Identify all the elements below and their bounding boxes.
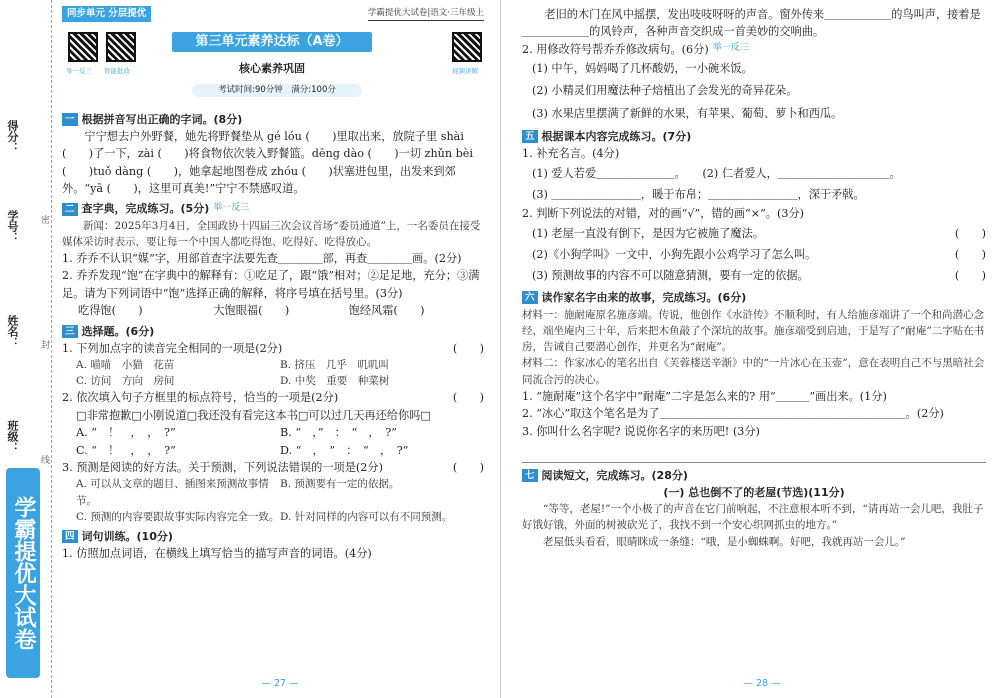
question: 3. 你叫什么名字呢? 说说你名字的来历吧! (3分) xyxy=(522,424,760,438)
question: 3. 预测是阅读的好方法。关于预测，下列说法错误的一项是(2分) xyxy=(62,460,383,474)
practice-link[interactable]: 举一反三 xyxy=(712,43,749,54)
qr-label: 智能批改 xyxy=(104,67,130,75)
section-number: 二 xyxy=(62,203,78,216)
sentence-list xyxy=(522,58,986,125)
section-7-header xyxy=(522,467,986,484)
reading-subtitle: (一) 总也倒不了的老屋(节选)(11分) xyxy=(663,485,845,499)
section-number: 四 xyxy=(62,530,78,543)
section-1-header xyxy=(62,111,484,128)
judge-item: (2)《小狗学叫》一文中，小狗先跟小公鸡学习了怎么叫。 xyxy=(532,247,817,261)
page-divider xyxy=(500,0,501,698)
news-passage: 新闻：2025年3月4日，全国政协十四届三次会议首场“委员通道”上，一名委员在接受媒体采访时表示，要让每一个中国人都吃得饱、吃得好、吃得放心。 xyxy=(62,219,481,248)
word-item: 吃得饱( ) xyxy=(78,304,143,318)
question: 2. 判断下列说法的对错，对的画“√”，错的画“×”。(3分) xyxy=(522,207,805,221)
question: 2. 乔乔发现“饱”在字典中的解释有：①吃足了，跟“饿”相对；②足足地，充分；③满足。请为下列词语中“饱”选择正确的解释，将序号填在括号里。(3分) xyxy=(62,269,480,300)
option: B. 挤压 几乎 叽叽叫 xyxy=(280,358,389,371)
question: 2. 依次填入句子方框里的标点符号，恰当的一项是(2分) xyxy=(62,391,339,405)
option: D. 针对同样的内容可以有不同预测。 xyxy=(280,510,453,523)
exam-meta: 考试时间:90分钟 满分:100分 xyxy=(192,84,362,97)
exam-subtitle: 核心素养巩固 xyxy=(239,62,305,75)
left-page xyxy=(56,0,492,698)
section-title: 读作家名字由来的故事，完成练习。(6分) xyxy=(541,291,747,305)
qr-label: 举一反三 xyxy=(66,67,92,75)
question: 1. 下列加点字的读音完全相同的一项是(2分) xyxy=(62,341,283,355)
seal-mark-feng: 封 xyxy=(39,340,49,349)
answer-paren: ( ) xyxy=(452,460,484,474)
section-title: 阅读短文，完成练习。(28分) xyxy=(541,468,688,482)
option: C. 预测的内容要跟故事实际内容完全一致。 xyxy=(76,510,280,523)
section-5-header xyxy=(522,128,986,145)
option: D. “ ， ” ： “ ， ?” xyxy=(280,443,409,457)
exam-title: 第三单元素养达标（A卷） xyxy=(172,32,372,52)
question: 1. 乔乔不认识“媒”字，用部首查字法要先查＿＿＿＿部，再查＿＿＿＿画。(2分) xyxy=(62,252,462,266)
option: A. 喵喵 小猫 花苗 xyxy=(76,358,175,371)
material-1: 材料一：施耐庵原名施彦端。传说，他创作《水浒传》不顺利时，有人给施彦端讲了一个和尚潜心念经，端坐庵内三十年，后来把木鱼敲了个深坑的故事。施彦端受到启迪，于是写了“耐庵”二字贴在书房，告诫自己要潜心创作，并更名为“耐庵”。 xyxy=(522,308,985,354)
section-title: 根据拼音写出正确的字词。(8分) xyxy=(81,113,243,126)
option: C. “ ！ ， ， ?” xyxy=(76,443,176,457)
class-field: 班级： xyxy=(6,420,19,453)
word-item: 大饱眼福( ) xyxy=(213,304,290,318)
section-number: 一 xyxy=(62,113,78,126)
series-label: 学霸提优大试卷|语文·三年级上 xyxy=(368,7,484,21)
question: 2. 用修改符号帮乔乔修改病句。(6分) xyxy=(522,42,709,56)
section-number: 七 xyxy=(522,469,538,482)
answer-paren: ( ) xyxy=(954,269,986,283)
option: D. 中奖 重要 种菜树 xyxy=(280,375,390,388)
section-title: 选择题。(6分) xyxy=(81,324,155,338)
section-number: 三 xyxy=(62,325,78,338)
quote-item: (3) ＿＿＿＿＿＿＿＿，暖于布帛；＿＿＿＿＿＿＿＿，深于矛戟。 xyxy=(532,187,865,201)
reading-paragraph: “等等，老屋!”一个小极了的声音在它门前响起，不注意根本听不到，“请再站一会儿吧，我肚子好饿好饿，外面的树被砍光了，我找不到一个安心织网抓虫的地方。” xyxy=(522,503,984,532)
page-number: — 28 — xyxy=(743,678,781,690)
option: A. 可以从文章的题目、插图来预测故事情节。 xyxy=(76,478,269,507)
qr-code-icon[interactable] xyxy=(452,32,482,62)
question: 1. 补充名言。(4分) xyxy=(522,147,620,161)
section-number: 六 xyxy=(522,291,538,304)
option: B. 预测要有一定的依据。 xyxy=(280,478,400,491)
quote-item: (1) 爱人若爱＿＿＿＿＿＿＿。 (2) 仁者爱人，＿＿＿＿＿＿＿＿＿＿。 xyxy=(532,166,901,180)
section-2-header xyxy=(62,200,484,217)
judge-item: (3) 预测故事的内容不可以随意猜测，要有一定的依据。 xyxy=(532,269,809,283)
exam-header xyxy=(62,26,484,108)
judge-item: (1) 老屋一直没有倒下，是因为它被施了魔法。 xyxy=(532,226,764,240)
section-title: 词句训练。(10分) xyxy=(81,530,173,544)
material-2: 材料二：作家冰心的笔名出自《芙蓉楼送辛渐》中的“一片冰心在玉壶”，意在表明自己不与黑暗社会同流合污的决心。 xyxy=(522,357,985,386)
qr-code-icon[interactable] xyxy=(106,32,136,62)
word-item: 饱经风霜( ) xyxy=(348,304,425,318)
binding-spine xyxy=(0,0,52,698)
sentence-item: (2) 小精灵们用魔法种子焙植出了会发光的奇异花朵。 xyxy=(532,84,798,98)
option: A. “ ！ ， ， ?” xyxy=(76,426,176,440)
section-3-header xyxy=(62,323,484,340)
question: 1. 仿照加点词语，在横线上填写恰当的描写声音的词语。(4分) xyxy=(62,547,372,561)
sentence-item: (1) 中午，妈妈喝了几杯酸奶，一小碗米饭。 xyxy=(532,62,753,76)
student-id-field: 学号： xyxy=(6,210,19,243)
qr-code-icon[interactable] xyxy=(68,32,98,62)
section-title: 根据课本内容完成练习。(7分) xyxy=(541,130,692,144)
score-field: 得分： xyxy=(6,120,19,153)
name-field: 姓名： xyxy=(6,315,19,348)
answer-line xyxy=(522,462,986,463)
page-number: — 27 — xyxy=(261,678,299,690)
brand-logo: 学霸提优大试卷 xyxy=(6,468,40,678)
question: 1. “施耐庵”这个名字中“耐庵”二字是怎么来的? 用“＿＿＿”画出来。(1分) xyxy=(522,389,887,403)
answer-paren: ( ) xyxy=(954,247,986,261)
option: B. “ ，” ： “ ， ?” xyxy=(280,426,397,440)
answer-paren: ( ) xyxy=(452,341,484,355)
section-4-header xyxy=(62,528,484,545)
pinyin-passage: 宁宁想去户外野餐，她先将野餐垫从 gé lóu ( )里取出来，放院子里 shài ( )了一下，zài ( )将食物依次装入野餐篮。dēng dào ( )一切 zhǔn bèi ( )tuǒ dàng ( )，她拿起地图卷成 zhóu ( )状塞进包里，出发来到郊外。“yā ( )，这里可真美!”宁宁不禁感叹道。 xyxy=(62,130,474,196)
section-title: 查字典，完成练习。(5分) xyxy=(81,202,210,216)
right-page xyxy=(512,0,992,698)
seal-mark-xian: 线 xyxy=(39,455,49,464)
section-6-header xyxy=(522,289,986,306)
sound-passage: 老旧的木门在风中摇摆，发出吱吱呀呀的声音。窗外传来＿＿＿＿＿＿的鸟叫声，接着是＿＿＿＿＿＿的风铃声，各种声音交织成一首美妙的交响曲。 xyxy=(522,8,981,39)
unit-tag: 同步单元 分层提优 xyxy=(62,6,151,23)
qr-label: 视频讲解 xyxy=(452,67,478,75)
seal-mark-mi: 密 xyxy=(39,215,49,224)
punctuation-sentence: □非常抱歉□小刚说道□我还没有看完这本书□可以过几天再还给你吗□ xyxy=(76,408,431,422)
question: 2. “冰心”取这个笔名是为了＿＿＿＿＿＿＿＿＿＿＿＿＿＿＿＿＿＿＿＿＿＿。(2分) xyxy=(522,407,944,421)
section-number: 五 xyxy=(522,130,538,143)
answer-paren: ( ) xyxy=(452,391,484,405)
sentence-item: (3) 水果店里摆满了新鲜的水果，有苹果、葡萄、萝卜和西瓜。 xyxy=(532,106,843,120)
answer-paren: ( ) xyxy=(954,226,986,240)
practice-link[interactable]: 举一反三 xyxy=(213,203,250,214)
option: C. 访问 方向 房间 xyxy=(76,375,175,388)
reading-paragraph: 老屋低头看看，眼睛眯成一条缝：“哦，是小蜘蛛啊。好吧，我就再站一会儿。” xyxy=(543,535,906,548)
